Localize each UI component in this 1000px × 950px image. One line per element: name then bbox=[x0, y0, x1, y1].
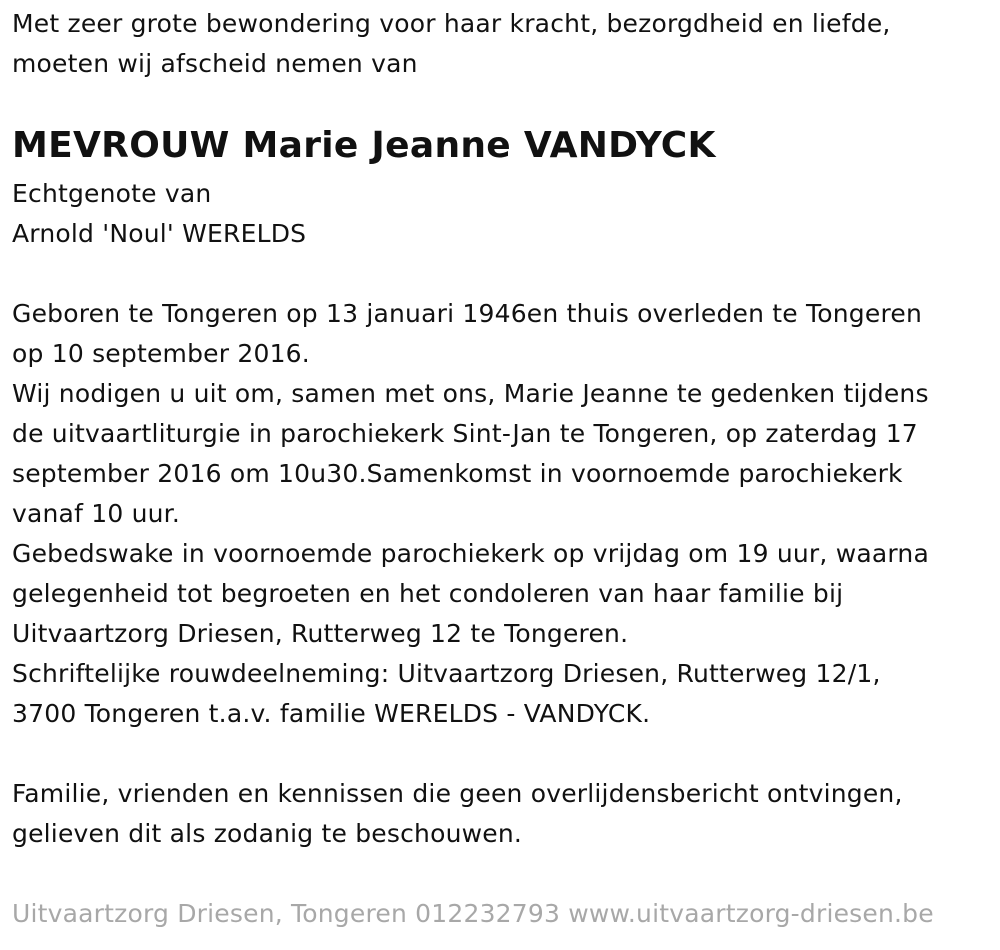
closing-line: gelieven dit als zodanig te beschouwen. bbox=[12, 819, 523, 848]
spouse-name: Arnold 'Noul' WERELDS bbox=[12, 219, 307, 248]
details-line: Schriftelijke rouwdeelneming: Uitvaartzorg Driesen, Rutterweg 12/1, bbox=[12, 659, 881, 688]
details-line: gelegenheid tot begroeten en het condoleren van haar familie bij bbox=[12, 579, 844, 608]
details-line: september 2016 om 10u30.Samenkomst in voornoemde parochiekerk bbox=[12, 459, 903, 488]
intro-text bbox=[12, 4, 891, 84]
deceased-name: MEVROUW Marie Jeanne VANDYCK bbox=[12, 125, 716, 166]
intro-line: moeten wij afscheid nemen van bbox=[12, 49, 418, 78]
details-line: op 10 september 2016. bbox=[12, 339, 310, 368]
details-line: de uitvaartliturgie in parochiekerk Sint-Jan te Tongeren, op zaterdag 17 bbox=[12, 419, 918, 448]
details-line: Uitvaartzorg Driesen, Rutterweg 12 te Tongeren. bbox=[12, 619, 629, 648]
funeral-home-footer: Uitvaartzorg Driesen, Tongeren 012232793 www.uitvaartzorg-driesen.be bbox=[12, 899, 934, 928]
intro-line: Met zeer grote bewondering voor haar kracht, bezorgdheid en liefde, bbox=[12, 9, 891, 38]
closing-text bbox=[12, 774, 903, 854]
spouse-info bbox=[12, 174, 306, 254]
details-line: Gebedswake in voornoemde parochiekerk op vrijdag om 19 uur, waarna bbox=[12, 539, 929, 568]
details-line: Geboren te Tongeren op 13 januari 1946en thuis overleden te Tongeren bbox=[12, 299, 922, 328]
details-line: vanaf 10 uur. bbox=[12, 499, 181, 528]
details-line: Wij nodigen u uit om, samen met ons, Marie Jeanne te gedenken tijdens bbox=[12, 379, 929, 408]
spouse-label: Echtgenote van bbox=[12, 179, 212, 208]
closing-line: Familie, vrienden en kennissen die geen overlijdensbericht ontvingen, bbox=[12, 779, 903, 808]
details-line: 3700 Tongeren t.a.v. familie WERELDS - VANDYCK. bbox=[12, 699, 651, 728]
details-text bbox=[12, 294, 929, 734]
